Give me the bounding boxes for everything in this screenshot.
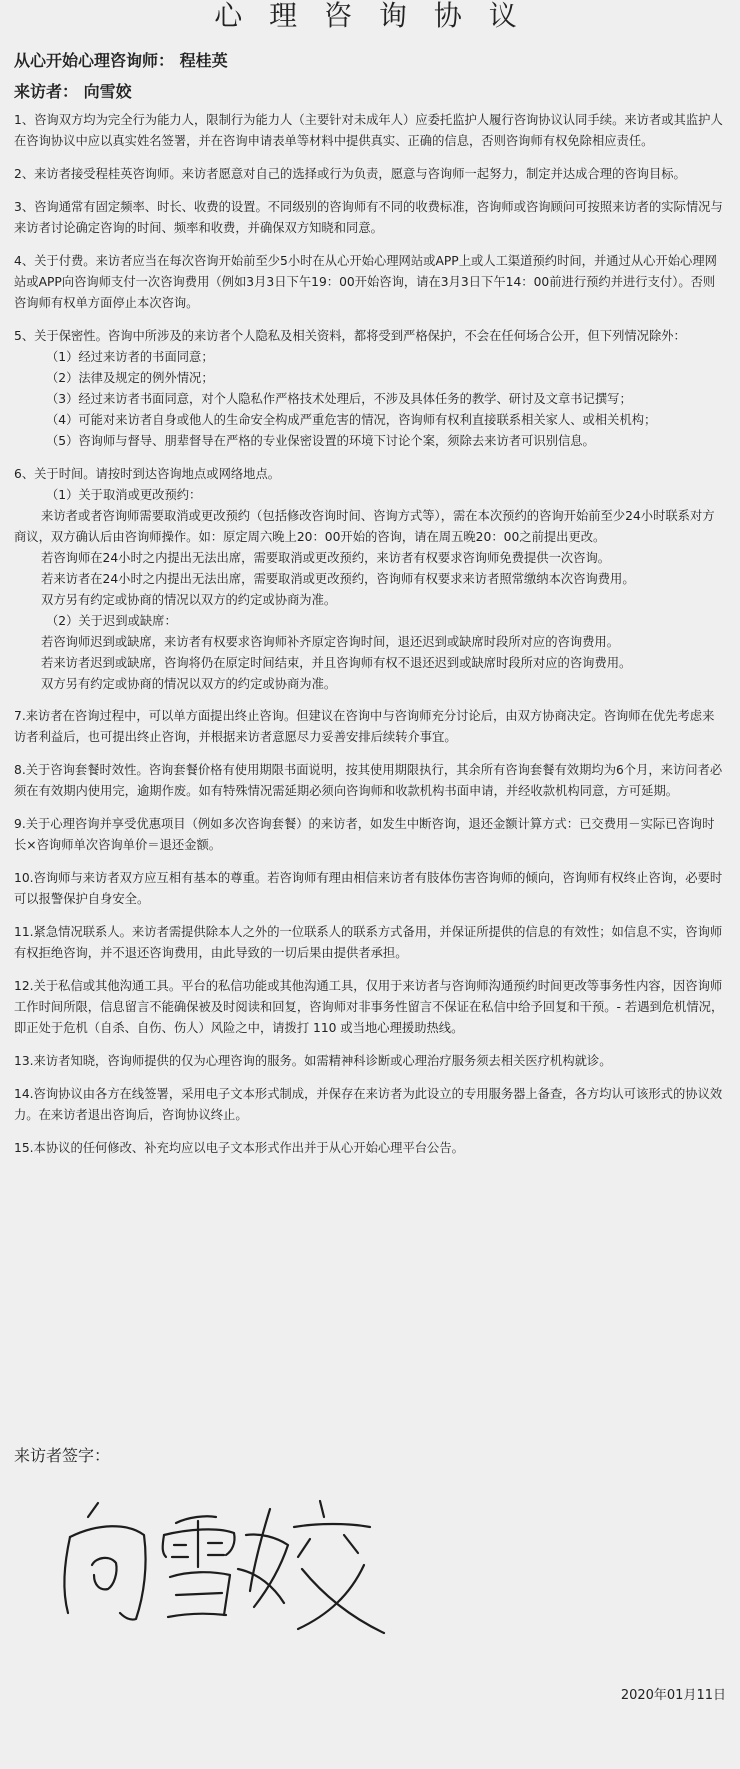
client-line: 来访者： 向雪姣 — [14, 82, 132, 101]
clause-12: 12.关于私信或其他沟通工具。平台的私信功能或其他沟通工具，仅用于来访者与咨询师沟通预约时间更改等事务性内容，因咨询师工作时间所限，信息留言不能确保被及时阅读和回复，咨询师对非事务性留言不保证在私信中给予回复和干预。- 若遇到危机情况，即正处于危机（自杀、自伤、伤人）风险之中，请拨打 110 或当地心理援助热线。 — [14, 979, 724, 1035]
clause-10: 10.咨询师与来访者双方应互相有基本的尊重。若咨询师有理由相信来访者有肢体伤害咨询师的倾向，咨询师有权终止咨询，必要时可以报警保护自身安全。 — [14, 871, 723, 906]
clause-5-item-1: （1）经过来访者的书面同意； — [45, 350, 214, 364]
clause-5-item-4: （4）可能对来访者自身或他人的生命安全构成严重危害的情况，咨询师有权利直接联系相关家人、或相关机构； — [45, 413, 657, 427]
clause-15: 15.本协议的任何修改、补充均应以电子文本形式作出并于从心开始心理平台公告。 — [14, 1141, 464, 1155]
clause-6: 6、关于时间。请按时到达咨询地点或网络地点。 — [14, 467, 281, 481]
counselor-line: 从心开始心理咨询师： 程桂英 — [14, 51, 228, 70]
clause-5-item-2: （2）法律及规定的例外情况； — [45, 371, 214, 385]
signature-label: 来访者签字： — [14, 1446, 111, 1465]
handwritten-signature — [58, 1495, 398, 1645]
clause-13: 13.来访者知晓，咨询师提供的仅为心理咨询的服务。如需精神科诊断或心理治疗服务须去相关医疗机构就诊。 — [14, 1054, 612, 1068]
signing-date: 2020年01月11日 — [620, 1688, 726, 1703]
clause-11: 11.紧急情况联系人。来访者需提供除本人之外的一位联系人的联系方式备用，并保证所提供的信息的有效性；如信息不实，咨询师有权拒绝咨询，并不退还咨询费用，由此导致的一切后果由提供者承担。 — [14, 925, 723, 960]
clause-6-sub-1-a: 来访者或者咨询师需要取消或更改预约（包括修改咨询时间、咨询方式等），需在本次预约的咨询开始前至少24小时联系对方商议，双方确认后由咨询师操作。如：原定周六晚上20：00开始的咨询，请在周五晚20：00之前提出更改。 — [14, 509, 715, 544]
clause-7: 7.来访者在咨询过程中，可以单方面提出终止咨询。但建议在咨询中与咨询师充分讨论后，由双方协商决定。咨询师在优先考虑来访者利益后，也可提出终止咨询，并根据来访者意愿尽力妥善安排后续转介事宜。 — [14, 709, 715, 744]
clause-5: 5、关于保密性。咨询中所涉及的来访者个人隐私及相关资料，都将受到严格保护，不会在任何场合公开，但下列情况除外： — [14, 329, 686, 343]
clause-5-item-3: （3）经过来访者书面同意，对个人隐私作严格技术处理后，不涉及具体任务的教学、研讨及文章书记撰写； — [45, 392, 632, 406]
clause-6-sub-2-a: 若咨询师迟到或缺席，来访者有权要求咨询师补齐原定咨询时间，退还迟到或缺席时段所对应的咨询费用。 — [41, 635, 620, 649]
clause-14: 14.咨询协议由各方在线签署，采用电子文本形式制成，并保存在来访者为此设立的专用服务器上备查，各方均认可该形式的协议效力。在来访者退出咨询后，咨询协议终止。 — [14, 1087, 723, 1122]
clause-6-sub-1: （1）关于取消或更改预约： — [45, 488, 202, 502]
clause-8: 8.关于咨询套餐时效性。咨询套餐价格有使用期限书面说明，按其使用期限执行，其余所有咨询套餐有效期均为6个月，来访问者必须在有效期内使用完，逾期作废。如有特殊情况需延期必须向咨询师和收款机构书面申请，并经收款机构同意，方可延期。 — [14, 763, 723, 798]
clause-6-sub-2: （2）关于迟到或缺席： — [45, 614, 177, 628]
clause-6-sub-2-b: 若来访者迟到或缺席，咨询将仍在原定时间结束，并且咨询师有权不退还迟到或缺席时段所对应的咨询费用。 — [41, 656, 632, 670]
clause-1: 1、咨询双方均为完全行为能力人，限制行为能力人（主要针对未成年人）应委托监护人履行咨询协议认同手续。来访者或其监护人在咨询协议中应以真实姓名签署，并在咨询申请表单等材料中提供真实、正确的信息，否则咨询师有权免除相应责任。 — [14, 113, 723, 148]
clause-5-item-5: （5）咨询师与督导、朋辈督导在严格的专业保密设置的环境下讨论个案，须除去来访者可识别信息。 — [45, 434, 595, 448]
clause-2: 2、来访者接受程桂英咨询师。来访者愿意对自己的选择或行为负责，愿意与咨询师一起努力，制定并达成合理的咨询目标。 — [14, 167, 686, 181]
clause-6-sub-2-c: 双方另有约定或协商的情况以双方的约定或协商为准。 — [41, 677, 337, 691]
clause-6-sub-1-c: 若来访者在24小时之内提出无法出席，需要取消或更改预约，咨询师有权要求来访者照常缴纳本次咨询费用。 — [41, 572, 635, 586]
agreement-body — [14, 110, 724, 1159]
clause-4: 4、关于付费。来访者应当在每次咨询开始前至少5小时在从心开始心理网站或APP上或人工渠道预约时间，并通过从心开始心理网站或APP向咨询师支付一次咨询费用（例如3月3日下午19：00开始咨询，请在3月3日下午14：00前进行预约并进行支付）。否则咨询师有权单方面停止本次咨询。 — [14, 254, 717, 310]
clause-6-sub-1-d: 双方另有约定或协商的情况以双方的约定或协商为准。 — [41, 593, 337, 607]
clause-6-sub-1-b: 若咨询师在24小时之内提出无法出席，需要取消或更改预约，来访者有权要求咨询师免费提供一次咨询。 — [41, 551, 611, 565]
document-title: 心 理 咨 询 协 议 — [214, 0, 526, 32]
clause-3: 3、咨询通常有固定频率、时长、收费的设置。不同级别的咨询师有不同的收费标准，咨询师或咨询顾问可按照来访者的实际情况与来访者讨论确定咨询的时间、频率和收费，并确保双方知晓和同意。 — [14, 200, 723, 235]
clause-9: 9.关于心理咨询并享受优惠项目（例如多次咨询套餐）的来访者，如发生中断咨询，退还金额计算方式：已交费用－实际已咨询时长×咨询师单次咨询单价＝退还金额。 — [14, 817, 715, 852]
